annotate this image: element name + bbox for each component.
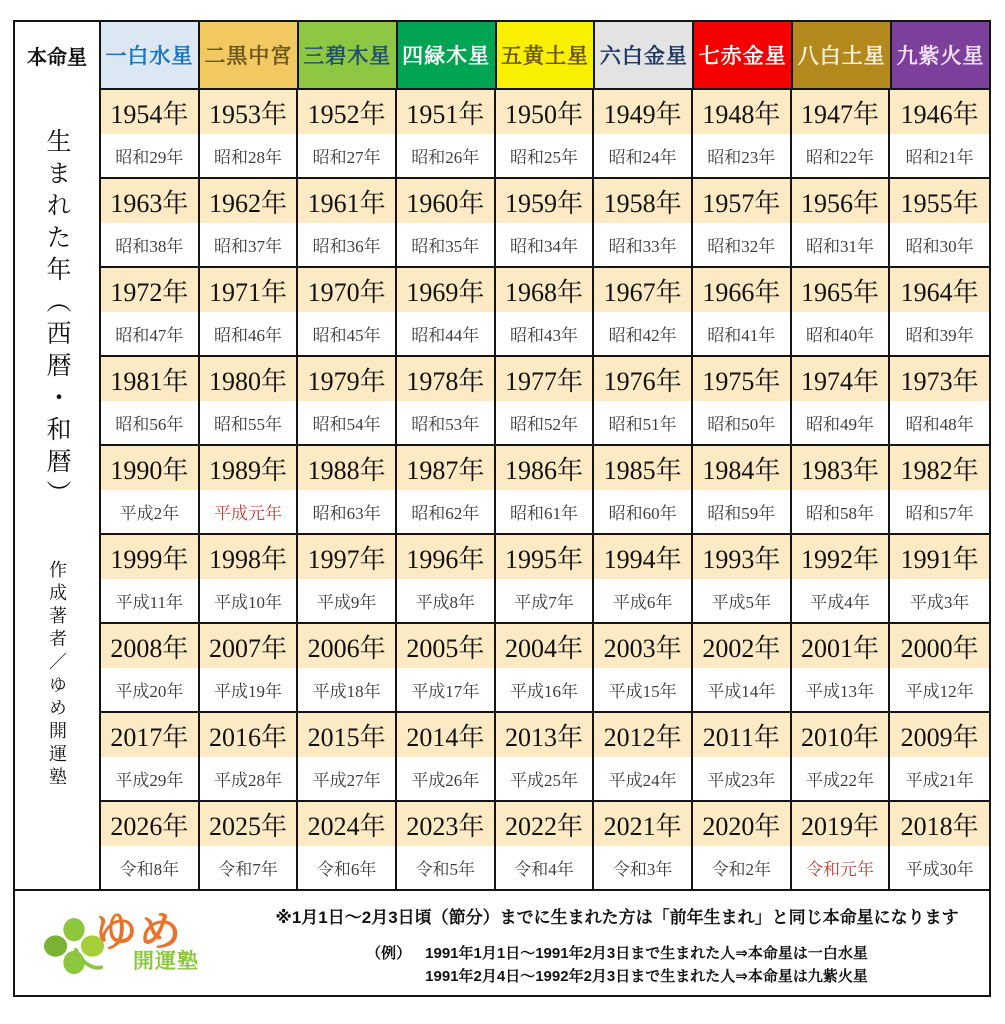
year-cell: 1967年: [594, 266, 693, 312]
year-cell: 1966年: [693, 266, 792, 312]
year-cell: 2022年: [496, 800, 595, 846]
year-cell: 1997年: [298, 533, 397, 579]
era-cell: 昭和59年: [693, 490, 792, 533]
year-cell: 1951年: [397, 88, 496, 134]
era-cell: 昭和43年: [496, 312, 595, 355]
era-cell: 令和5年: [397, 846, 496, 889]
era-cell: 昭和62年: [397, 490, 496, 533]
era-cell: 平成16年: [496, 668, 595, 711]
year-cell: 1981年: [101, 355, 200, 401]
year-cell: 1969年: [397, 266, 496, 312]
year-cell: 1956年: [792, 177, 891, 223]
era-cell: 平成19年: [200, 668, 299, 711]
year-cell: 1982年: [890, 444, 989, 490]
example-lines: [425, 942, 868, 989]
era-cell: 平成29年: [101, 757, 200, 800]
year-cell: 1975年: [693, 355, 792, 401]
year-cell: 2016年: [200, 711, 299, 757]
era-cell: 平成3年: [890, 579, 989, 622]
era-cell: 平成12年: [890, 668, 989, 711]
era-cell: 昭和21年: [890, 134, 989, 177]
era-cell: 令和8年: [101, 846, 200, 889]
year-cell: 1953年: [200, 88, 299, 134]
era-cell: 平成6年: [594, 579, 693, 622]
year-cell: 1958年: [594, 177, 693, 223]
year-cell: 1968年: [496, 266, 595, 312]
era-cell: 昭和29年: [101, 134, 200, 177]
side-title-vertical: 生まれた年（西暦・和暦）: [43, 128, 71, 512]
table-header-row: [15, 22, 989, 88]
era-cell: 昭和40年: [792, 312, 891, 355]
year-cell: 2011年: [693, 711, 792, 757]
year-cell: 2021年: [594, 800, 693, 846]
year-cell: 2006年: [298, 622, 397, 668]
era-cell: 昭和22年: [792, 134, 891, 177]
era-cell: 令和元年: [792, 846, 891, 889]
era-cell: 昭和63年: [298, 490, 397, 533]
year-cell: 1992年: [792, 533, 891, 579]
year-cell: 1970年: [298, 266, 397, 312]
era-cell: 昭和46年: [200, 312, 299, 355]
year-cell: 1989年: [200, 444, 299, 490]
era-cell: 昭和55年: [200, 401, 299, 444]
era-cell: 昭和26年: [397, 134, 496, 177]
era-cell: 昭和32年: [693, 223, 792, 266]
era-cell: 平成22年: [792, 757, 891, 800]
era-cell: 昭和49年: [792, 401, 891, 444]
year-cell: 1985年: [594, 444, 693, 490]
yume-kaiunjuku-logo: [43, 903, 238, 987]
era-cell: 令和3年: [594, 846, 693, 889]
year-cell: 2002年: [693, 622, 792, 668]
star-header-3: 三碧木星: [299, 22, 398, 88]
year-cell: 1991年: [890, 533, 989, 579]
side-author-vertical: 作成著者／ゆめ開運塾: [47, 560, 67, 790]
year-era-grid: [101, 88, 989, 889]
era-cell: 平成2年: [101, 490, 200, 533]
footer-notes: [245, 891, 989, 989]
era-cell: 昭和42年: [594, 312, 693, 355]
year-cell: 1986年: [496, 444, 595, 490]
era-cell: 平成9年: [298, 579, 397, 622]
era-cell: 平成28年: [200, 757, 299, 800]
era-cell: 昭和24年: [594, 134, 693, 177]
year-cell: 1990年: [101, 444, 200, 490]
year-cell: 2000年: [890, 622, 989, 668]
era-cell: 平成24年: [594, 757, 693, 800]
year-cell: 1973年: [890, 355, 989, 401]
year-cell: 2001年: [792, 622, 891, 668]
era-cell: 平成21年: [890, 757, 989, 800]
year-cell: 1984年: [693, 444, 792, 490]
table-body: [15, 88, 989, 889]
era-cell: 昭和56年: [101, 401, 200, 444]
year-cell: 1979年: [298, 355, 397, 401]
year-cell: 1980年: [200, 355, 299, 401]
era-cell: 昭和48年: [890, 401, 989, 444]
year-cell: 2005年: [397, 622, 496, 668]
year-cell: 1983年: [792, 444, 891, 490]
example-line-1: 1991年1月1日〜1991年2月3日まで生まれた人⇒本命星は一白水星: [425, 945, 868, 962]
era-cell: 昭和52年: [496, 401, 595, 444]
era-cell: 昭和41年: [693, 312, 792, 355]
year-cell: 1971年: [200, 266, 299, 312]
corner-header-cell: 本命星: [15, 22, 101, 88]
year-cell: 2014年: [397, 711, 496, 757]
year-cell: 1963年: [101, 177, 200, 223]
era-cell: 平成26年: [397, 757, 496, 800]
year-cell: 1964年: [890, 266, 989, 312]
year-cell: 1988年: [298, 444, 397, 490]
year-cell: 2017年: [101, 711, 200, 757]
era-cell: 平成7年: [496, 579, 595, 622]
year-cell: 1957年: [693, 177, 792, 223]
era-cell: 昭和35年: [397, 223, 496, 266]
year-cell: 2012年: [594, 711, 693, 757]
era-cell: 昭和25年: [496, 134, 595, 177]
era-cell: 平成20年: [101, 668, 200, 711]
era-cell: 平成11年: [101, 579, 200, 622]
star-header-8: 八白土星: [793, 22, 892, 88]
year-cell: 2023年: [397, 800, 496, 846]
year-cell: 2003年: [594, 622, 693, 668]
era-cell: 昭和47年: [101, 312, 200, 355]
year-cell: 1960年: [397, 177, 496, 223]
year-cell: 2015年: [298, 711, 397, 757]
year-cell: 2018年: [890, 800, 989, 846]
year-cell: 2020年: [693, 800, 792, 846]
star-header-6: 六白金星: [595, 22, 694, 88]
star-header-cells: [101, 22, 989, 88]
era-cell: 平成25年: [496, 757, 595, 800]
era-cell: 平成15年: [594, 668, 693, 711]
setsubun-note: ※1月1日〜2月3日頃（節分）までに生まれた方は「前年生まれ」と同じ本命星になります: [275, 908, 959, 927]
era-cell: 平成30年: [890, 846, 989, 889]
star-header-4: 四緑木星: [398, 22, 497, 88]
era-cell: 平成元年: [200, 490, 299, 533]
year-cell: 1950年: [496, 88, 595, 134]
era-cell: 昭和30年: [890, 223, 989, 266]
star-year-table: [13, 20, 991, 997]
year-cell: 2026年: [101, 800, 200, 846]
era-cell: 昭和37年: [200, 223, 299, 266]
year-cell: 1994年: [594, 533, 693, 579]
era-cell: 昭和38年: [101, 223, 200, 266]
era-cell: 昭和57年: [890, 490, 989, 533]
logo-main-text: ゆめ: [95, 908, 184, 955]
era-cell: 平成17年: [397, 668, 496, 711]
era-cell: 令和6年: [298, 846, 397, 889]
era-cell: 昭和53年: [397, 401, 496, 444]
era-cell: 昭和33年: [594, 223, 693, 266]
era-cell: 平成8年: [397, 579, 496, 622]
era-cell: 昭和27年: [298, 134, 397, 177]
era-cell: 昭和39年: [890, 312, 989, 355]
era-cell: 平成5年: [693, 579, 792, 622]
era-cell: 令和2年: [693, 846, 792, 889]
year-cell: 1947年: [792, 88, 891, 134]
year-cell: 1987年: [397, 444, 496, 490]
era-cell: 令和7年: [200, 846, 299, 889]
year-cell: 1993年: [693, 533, 792, 579]
year-cell: 2010年: [792, 711, 891, 757]
era-cell: 平成18年: [298, 668, 397, 711]
era-cell: 昭和51年: [594, 401, 693, 444]
year-cell: 1946年: [890, 88, 989, 134]
year-cell: 1959年: [496, 177, 595, 223]
year-cell: 1962年: [200, 177, 299, 223]
year-cell: 1995年: [496, 533, 595, 579]
example-label: （例）: [366, 945, 412, 962]
era-cell: 昭和54年: [298, 401, 397, 444]
era-cell: 平成4年: [792, 579, 891, 622]
era-cell: 昭和34年: [496, 223, 595, 266]
year-cell: 1948年: [693, 88, 792, 134]
era-cell: 平成27年: [298, 757, 397, 800]
logo-sub-text: 開運塾: [133, 950, 199, 973]
year-cell: 1978年: [397, 355, 496, 401]
year-cell: 1977年: [496, 355, 595, 401]
era-cell: 昭和44年: [397, 312, 496, 355]
era-cell: 昭和28年: [200, 134, 299, 177]
era-cell: 昭和31年: [792, 223, 891, 266]
star-header-5: 五黄土星: [497, 22, 596, 88]
era-cell: 平成23年: [693, 757, 792, 800]
star-header-2: 二黒中宮: [200, 22, 299, 88]
year-cell: 2004年: [496, 622, 595, 668]
year-cell: 1954年: [101, 88, 200, 134]
year-cell: 2019年: [792, 800, 891, 846]
year-cell: 1996年: [397, 533, 496, 579]
era-cell: 平成13年: [792, 668, 891, 711]
year-cell: 1972年: [101, 266, 200, 312]
era-cell: 昭和23年: [693, 134, 792, 177]
year-cell: 2025年: [200, 800, 299, 846]
era-cell: 平成10年: [200, 579, 299, 622]
era-cell: 昭和45年: [298, 312, 397, 355]
side-label-column: [15, 88, 101, 889]
star-header-9: 九紫火星: [892, 22, 989, 88]
year-cell: 1976年: [594, 355, 693, 401]
era-cell: 昭和60年: [594, 490, 693, 533]
year-cell: 1965年: [792, 266, 891, 312]
year-cell: 1949年: [594, 88, 693, 134]
table-footer: [15, 889, 989, 995]
year-cell: 2024年: [298, 800, 397, 846]
year-cell: 2008年: [101, 622, 200, 668]
star-header-1: 一白水星: [101, 22, 200, 88]
year-cell: 1961年: [298, 177, 397, 223]
year-cell: 1998年: [200, 533, 299, 579]
year-cell: 1999年: [101, 533, 200, 579]
year-cell: 2009年: [890, 711, 989, 757]
era-cell: 昭和58年: [792, 490, 891, 533]
era-cell: 昭和61年: [496, 490, 595, 533]
era-cell: 令和4年: [496, 846, 595, 889]
year-cell: 2013年: [496, 711, 595, 757]
year-cell: 1955年: [890, 177, 989, 223]
star-header-7: 七赤金星: [694, 22, 793, 88]
year-cell: 1952年: [298, 88, 397, 134]
example-block: [245, 942, 989, 989]
era-cell: 平成14年: [693, 668, 792, 711]
example-line-2: 1991年2月4日〜1992年2月3日まで生まれた人⇒本命星は九紫火星: [425, 968, 868, 986]
year-cell: 2007年: [200, 622, 299, 668]
year-cell: 1974年: [792, 355, 891, 401]
era-cell: 昭和36年: [298, 223, 397, 266]
era-cell: 昭和50年: [693, 401, 792, 444]
